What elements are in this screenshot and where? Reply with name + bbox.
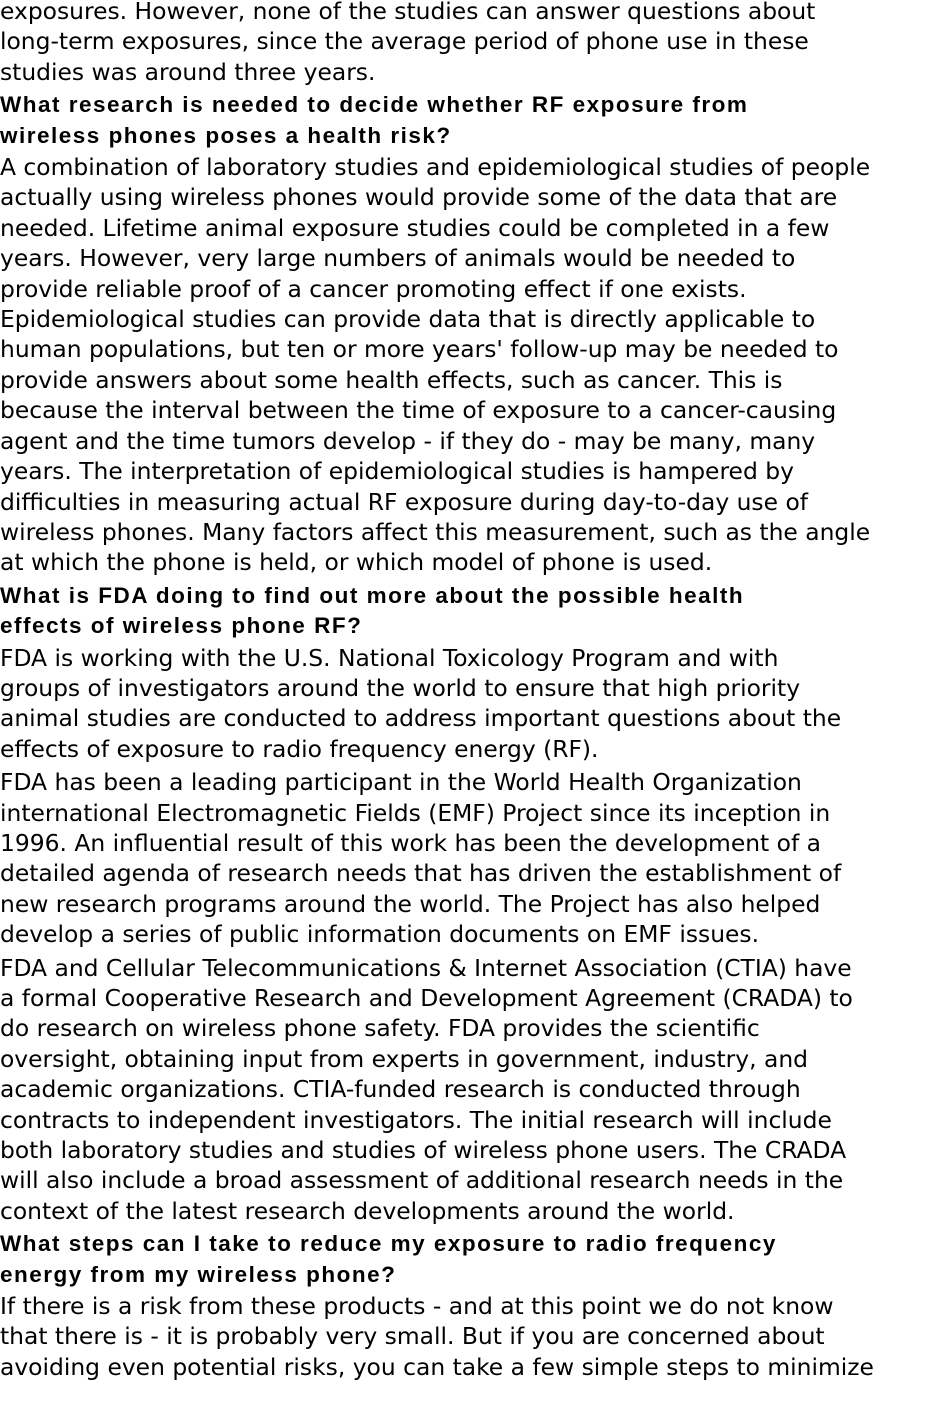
paragraph-ctia-crada: FDA and Cellular Telecommunications & Internet Association (CTIA) have a formal Cooperative Research and Development Agreement (CRADA) to do research on wireless phone safety. FDA provides the scientific oversight, obtaining input from experts in government, industry, and academic organizations. CTIA-funded research is conducted through contracts to independent investigators. The initial research will include both laboratory studies and studies of wireless phone users. The CRADA will also include a broad assessment of additional research needs in the context of the latest research developments around the world. (0, 953, 853, 1225)
paragraph-combination-of-studies: A combination of laboratory studies and epidemiological studies of people actually using wireless phones would provide some of the data that are needed. Lifetime animal exposure studies could be completed in a few years. However, very large numbers of animals would be needed to provide reliable proof of a cancer promoting effect if one exists. Epidemiological studies can provide data that is directly applicable to human populations, but ten or more years' follow-up may be needed to provide answers about some health effects, such as cancer. This is because the interval between the time of exposure to a cancer-causing agent and the time tumors develop - if they do - may be many, many years. The interpretation of epidemiological studies is hampered by difficulties in measuring actual RF exposure during day-to-day use of wireless phones. Many factors affect this measurement, such as the angle at which the phone is held, or which model of phone is used. (0, 153, 871, 577)
heading-reduce-exposure: What steps can I take to reduce my exposure to radio frequency energy from my wireless phone? (0, 1231, 777, 1287)
heading-research-needed: What research is needed to decide whether RF exposure from wireless phones poses a health risk? (0, 92, 749, 148)
heading-fda-doing: What is FDA doing to find out more about the possible health effects of wireless phone RF? (0, 582, 745, 639)
paragraph-who-emf-project: FDA has been a leading participant in the World Health Organization international Electromagnetic Fields (EMF) Project since its inception in 1996. An influential result of this work has been the development of a detailed agenda of research needs that has driven the establishment of new research programs around the world. The Project has also helped develop a series of public information documents on EMF issues. (0, 768, 842, 949)
paragraph-risk-small: If there is a risk from these products - and at this point we do not know that there is - it is probably very small. But if you are concerned about avoiding even potential risks, you can take a few simple steps to minimize (0, 1292, 874, 1381)
paragraph-long-term-exposures: exposures. However, none of the studies can answer questions about long-term exposures, since the average period of phone use in these studies was around three years. (0, 0, 816, 86)
paragraph-toxicology-program: FDA is working with the U.S. National Toxicology Program and with groups of investigators around the world to ensure that high priority animal studies are conducted to address important questions about the effects of exposure to radio frequency energy (RF). (0, 643, 842, 763)
